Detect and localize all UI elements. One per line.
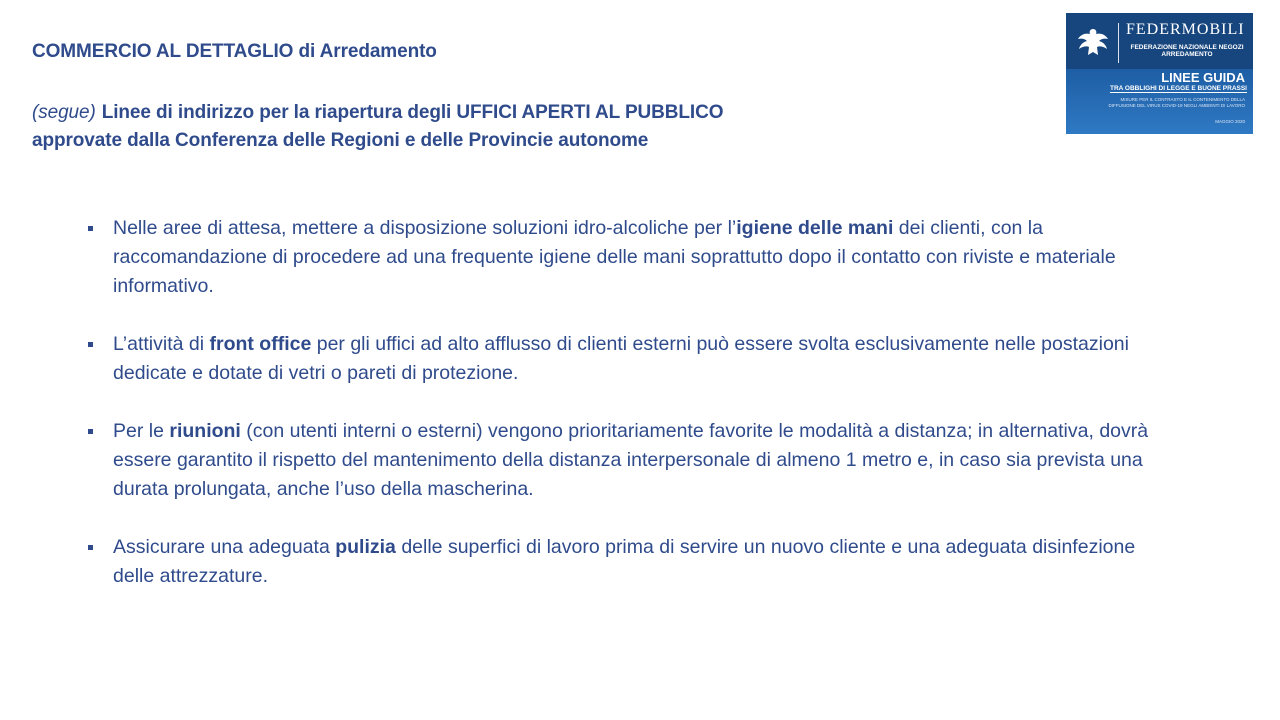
bullet-text-post: (con utenti interni o esterni) vengono prioritariamente favorite le modalità a distanza; in alternativa, dovrà essere garantito il rispetto del mantenimento della distanza interpersonale di almeno 1 metro e, in caso sia prevista una durata prolungata, anche l’uso della mascherina. <box>113 420 1149 500</box>
logo-misure: MISURE PER IL CONTRASTO E IL CONTENIMENTO DELLA DIFFUSIONE DEL VIRUS COVID-19 NEGLI AMBIENTI DI LAVORO <box>1108 97 1245 108</box>
bullet-text-post: per gli uffici ad alto afflusso di clienti esterni può essere svolta esclusivamente nelle postazioni dedicate e dotate di vetri o pareti di protezione. <box>113 333 1129 384</box>
bullet-text-post: dei clienti, con la raccomandazione di procedere ad una frequente igiene delle mani soprattutto dopo il contatto con riviste e materiale informativo. <box>113 217 1116 297</box>
bullet-list <box>86 214 1176 620</box>
bullet-text-pre: Nelle aree di attesa, mettere a disposizione soluzioni idro-alcoliche per l’ <box>113 217 737 239</box>
bullet-square-icon <box>88 342 93 347</box>
subtitle-line-2: approvate dalla Conferenza delle Regioni e delle Provincie autonome <box>32 130 649 151</box>
bullet-text-pre: L’attività di <box>113 333 210 355</box>
bullet-square-icon <box>88 545 93 550</box>
bullet-item <box>86 533 1176 591</box>
logo-federazione: FEDERAZIONE NAZIONALE NEGOZI ARREDAMENTO <box>1130 44 1244 58</box>
bullet-text-bold: riunioni <box>169 420 241 442</box>
segue-label: (segue) <box>32 102 96 123</box>
logo-date: MAGGIO 2020 <box>1215 119 1245 124</box>
bullet-item <box>86 330 1176 388</box>
bullet-item <box>86 417 1176 504</box>
logo-tagline: TRA OBBLIGHI DI LEGGE E BUONE PRASSI <box>1110 85 1247 92</box>
bullet-text-pre: Assicurare una adeguata <box>113 536 336 558</box>
bullet-item <box>86 214 1176 301</box>
bullet-text-post: delle superfici di lavoro prima di servire un nuovo cliente e una adeguata disinfezione delle attrezzature. <box>113 536 1136 587</box>
logo-brand: FEDERMOBILI <box>1126 21 1245 38</box>
slide-title: COMMERCIO AL DETTAGLIO di Arredamento <box>32 41 437 62</box>
eagle-icon <box>1076 25 1110 59</box>
bullet-text-bold: front office <box>209 333 312 355</box>
logo-linee-guida: LINEE GUIDA <box>1161 70 1245 85</box>
bullet-square-icon <box>88 429 93 434</box>
bullet-square-icon <box>88 226 93 231</box>
logo-divider <box>1118 23 1119 63</box>
bullet-text-bold: pulizia <box>335 536 396 558</box>
slide-subtitle <box>32 99 723 155</box>
federmobili-logo <box>1066 13 1253 134</box>
subtitle-line-1: Linee di indirizzo per la riapertura degli UFFICI APERTI AL PUBBLICO <box>101 102 724 123</box>
bullet-text-bold: igiene delle mani <box>736 217 894 239</box>
bullet-text-pre: Per le <box>113 420 170 442</box>
